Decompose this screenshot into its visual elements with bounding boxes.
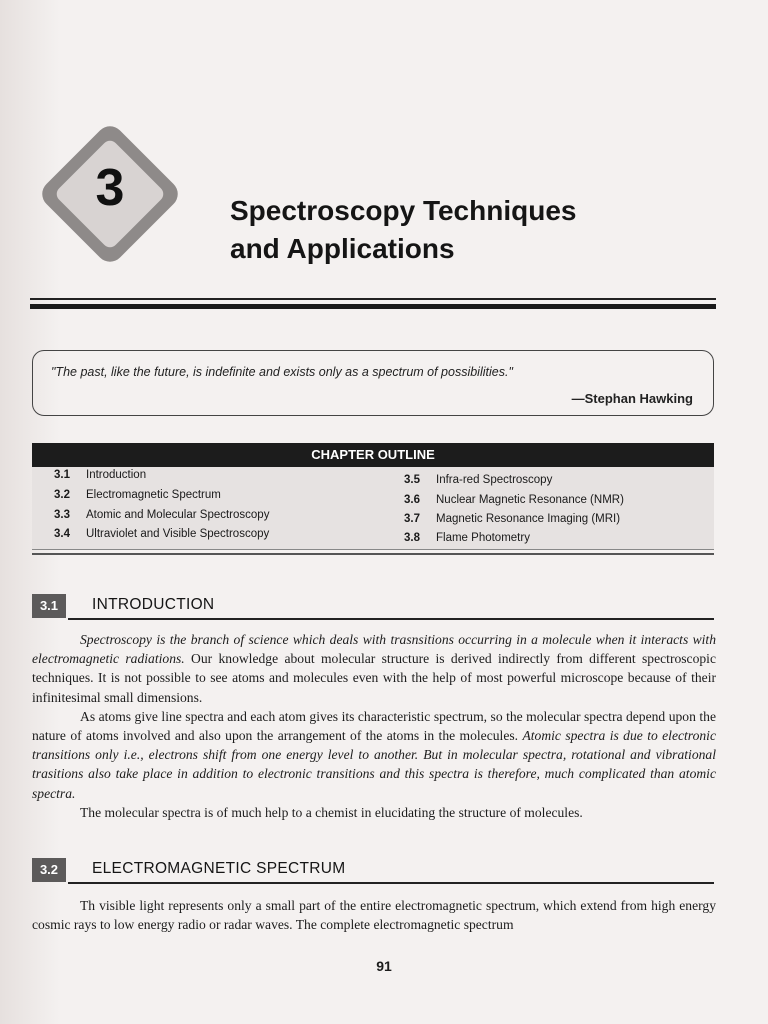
section-rule bbox=[68, 618, 714, 620]
paragraph bbox=[32, 630, 716, 707]
paragraph-text: Our knowledge about molecular structure is derived indirectly from different spectroscopic techniques. It is not possible to see atoms and molecules even with the help of most powerful microscope because of their infinitesimal small dimensions. bbox=[32, 651, 716, 705]
section-heading-introduction bbox=[32, 594, 716, 618]
outline-item-number: 3.7 bbox=[404, 513, 420, 525]
chapter-title bbox=[230, 192, 710, 268]
outline-item bbox=[54, 485, 374, 505]
outline-item-label: Electromagnetic Spectrum bbox=[86, 489, 221, 501]
outline-item bbox=[404, 490, 704, 510]
paragraph: The molecular spectra is of much help to a chemist in elucidating the structure of molecules. bbox=[80, 804, 583, 820]
outline-item-label: Atomic and Molecular Spectroscopy bbox=[86, 509, 270, 521]
section-rule bbox=[68, 882, 714, 884]
chapter-number: 3 bbox=[95, 159, 125, 217]
paragraph bbox=[32, 707, 716, 803]
outline-item-label: Magnetic Resonance Imaging (MRI) bbox=[436, 513, 621, 525]
outline-item-label: Introduction bbox=[86, 469, 147, 481]
quote-author: —Stephan Hawking bbox=[571, 391, 693, 406]
outline-item-number: 3.8 bbox=[404, 532, 420, 544]
section-electromagnetic-body bbox=[32, 896, 716, 934]
paragraph-text: As atoms give line spectra and each atom gives its characteristic spectrum, so the molecular spectra depend upon the nature of atoms involved and also upon the arrangement of the atoms in the molecules. bbox=[32, 708, 716, 744]
title-rule-thick bbox=[30, 304, 716, 309]
paragraph: Th visible light represents only a small part of the entire electromagnetic spectrum, which extend from high energy cosmic rays to low energy radio or radar waves. The complete electromagnetic spectrum bbox=[32, 898, 716, 933]
section-heading-electromagnetic-spectrum bbox=[32, 858, 716, 882]
quote-box bbox=[32, 350, 714, 416]
outline-item-label: Flame Photometry bbox=[436, 532, 530, 544]
outline-item bbox=[404, 470, 704, 490]
chapter-title-line1: Spectroscopy Techniques bbox=[230, 195, 577, 226]
outline-item bbox=[54, 465, 374, 485]
outline-item bbox=[404, 509, 704, 529]
outline-item-label: Nuclear Magnetic Resonance (NMR) bbox=[436, 494, 624, 506]
outline-item-number: 3.2 bbox=[54, 489, 70, 501]
section-number-badge: 3.1 bbox=[32, 594, 66, 618]
outline-item-label: Ultraviolet and Visible Spectroscopy bbox=[86, 528, 270, 540]
chapter-badge bbox=[30, 120, 190, 270]
outline-item-number: 3.1 bbox=[54, 469, 70, 481]
outline-item bbox=[404, 528, 704, 548]
italic-text: Atomic spectra is due to electronic transitions only i.e., electrons shift from one energy level to another. But in molecular spectra, rotational and vibrational trasitions also take place in addition to electronic transitions and this spectra is therefore, much complicated than atomic spectra. bbox=[32, 728, 716, 801]
outline-item-number: 3.4 bbox=[54, 528, 70, 540]
outline-item-label: Infra-red Spectroscopy bbox=[436, 474, 553, 486]
section-title: ELECTROMAGNETIC SPECTRUM bbox=[92, 860, 346, 877]
chapter-title-line2: and Applications bbox=[230, 233, 455, 264]
page-number: 91 bbox=[376, 958, 392, 974]
section-introduction-body bbox=[32, 630, 716, 822]
chapter-outline-heading: CHAPTER OUTLINE bbox=[32, 443, 714, 467]
section-number-badge: 3.2 bbox=[32, 858, 66, 882]
outline-item-number: 3.5 bbox=[404, 474, 420, 486]
italic-text: Spectroscopy is the branch of science which deals with trasnsitions occurring in a molecule when it interacts with electromagnetic radiations. bbox=[32, 632, 716, 667]
outline-item-number: 3.6 bbox=[404, 494, 420, 506]
quote-text: "The past, like the future, is indefinite and exists only as a spectrum of possibilities." bbox=[51, 365, 513, 379]
chapter-outline-list bbox=[32, 467, 714, 550]
section-title: INTRODUCTION bbox=[92, 596, 215, 613]
outline-item-number: 3.3 bbox=[54, 509, 70, 521]
outline-bottom-rule bbox=[32, 553, 714, 555]
outline-item bbox=[54, 524, 374, 544]
outline-item bbox=[54, 505, 374, 525]
title-rule-thin bbox=[30, 298, 716, 300]
